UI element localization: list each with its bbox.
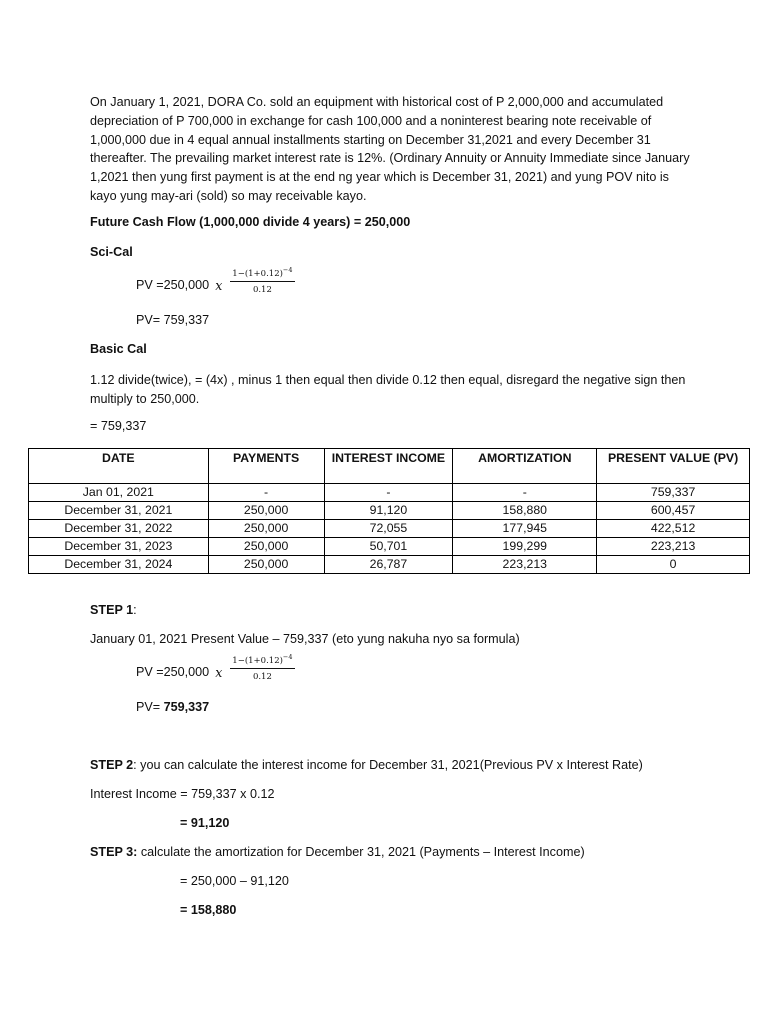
formula-denominator: 0.12 xyxy=(252,284,272,295)
cell-pv: 759,337 xyxy=(597,484,750,502)
formula-times: x xyxy=(215,277,223,293)
cell-payment: 250,000 xyxy=(208,520,324,538)
cell-date: Jan 01, 2021 xyxy=(29,484,209,502)
scical-result: PV= 759,337 xyxy=(136,313,210,327)
cell-pv: 600,457 xyxy=(597,502,750,520)
cell-interest: - xyxy=(324,484,453,502)
intro-paragraph: On January 1, 2021, DORA Co. sold an equipment with historical cost of P 2,000,000 and accumulated depreciation of P 700,000 in exchange for cash 100,000 and a noninterest bearing note receivable of 1,000,000 due in 4 equal annual installments starting on December 31,2021 and every December 31 thereafter. The prevailing market interest rate is 12%. (Ordinary Annuity or Annuity Immediate since January 1,2021 then yung first payment is at the end ng year which is December 31, 2021) and yung POV nito is kayo yung may-ari (sold) so may receivable kayo. xyxy=(90,95,690,203)
table-header-row xyxy=(29,449,750,484)
table-row xyxy=(29,556,750,574)
formula-times: x xyxy=(215,664,223,680)
step2-label: STEP 2 xyxy=(90,758,134,772)
step3-heading xyxy=(90,845,585,859)
cell-amortization: 199,299 xyxy=(453,538,597,556)
formula-numerator: $1-(1+0.12)^{-4}$ xyxy=(230,653,294,669)
cell-payment: 250,000 xyxy=(208,502,324,520)
step1-result-value: 759,337 xyxy=(163,700,210,714)
cell-pv: 223,213 xyxy=(597,538,750,556)
cell-amortization: 158,880 xyxy=(453,502,597,520)
step1-result: PV= 759,337 xyxy=(136,700,210,714)
formula-pv-label: PV =250,000 xyxy=(136,278,210,293)
cell-amortization: 223,213 xyxy=(453,556,597,574)
header-amortization: AMORTIZATION xyxy=(453,449,597,484)
step1-formula xyxy=(136,653,295,686)
formula-denominator: 0.12 xyxy=(252,671,272,682)
table-row xyxy=(29,502,750,520)
step1-heading xyxy=(90,603,137,617)
basiccal-heading: Basic Cal xyxy=(90,342,147,356)
table-row xyxy=(29,484,750,502)
cell-date: December 31, 2021 xyxy=(29,502,209,520)
header-date: DATE xyxy=(29,449,209,484)
scical-formula xyxy=(136,266,295,299)
cell-interest: 91,120 xyxy=(324,502,453,520)
step2-text: : you can calculate the interest income for December 31, 2021(Previous PV x Interest Rate) xyxy=(133,758,643,772)
step2-result-value: 91,120 xyxy=(190,816,230,830)
cell-amortization: - xyxy=(453,484,597,502)
step3-result: = 158,880 xyxy=(180,903,237,917)
header-interest-income: INTEREST INCOME xyxy=(324,449,453,484)
cell-interest: 50,701 xyxy=(324,538,453,556)
cell-date: December 31, 2024 xyxy=(29,556,209,574)
cell-date: December 31, 2022 xyxy=(29,520,209,538)
header-present-value: PRESENT VALUE (PV) xyxy=(597,449,750,484)
formula-numerator: $1-(1+0.12)^{-4}$ xyxy=(230,266,294,282)
step2-equation: Interest Income = 759,337 x 0.12 xyxy=(90,787,275,801)
step1-label: STEP 1 xyxy=(90,603,134,617)
step3-equation: = 250,000 – 91,120 xyxy=(180,874,289,888)
cell-interest: 26,787 xyxy=(324,556,453,574)
future-cash-flow: Future Cash Flow (1,000,000 divide 4 years) = 250,000 xyxy=(90,215,411,229)
step1-text: January 01, 2021 Present Value – 759,337 (eto yung nakuha nyo sa formula) xyxy=(90,632,520,646)
cell-payment: 250,000 xyxy=(208,556,324,574)
cell-payment: - xyxy=(208,484,324,502)
formula-fraction xyxy=(230,266,294,299)
formula-exponent: −4 xyxy=(282,653,293,661)
step3-text: calculate the amortization for December 31, 2021 (Payments – Interest Income) xyxy=(137,845,585,859)
cell-interest: 72,055 xyxy=(324,520,453,538)
step2-heading xyxy=(90,758,643,772)
cell-pv: 422,512 xyxy=(597,520,750,538)
formula-fraction xyxy=(230,653,294,686)
cell-pv: 0 xyxy=(597,556,750,574)
cell-date: December 31, 2023 xyxy=(29,538,209,556)
table-row xyxy=(29,520,750,538)
formula-pv-label: PV =250,000 xyxy=(136,665,210,680)
step1-colon: : xyxy=(133,603,137,617)
scical-heading: Sci-Cal xyxy=(90,245,133,259)
step3-label: STEP 3: xyxy=(90,845,138,859)
header-payments: PAYMENTS xyxy=(208,449,324,484)
cell-payment: 250,000 xyxy=(208,538,324,556)
table-row xyxy=(29,538,750,556)
formula-exponent: −4 xyxy=(282,266,293,274)
basiccal-instructions: 1.12 divide(twice), = (4x) , minus 1 then equal then divide 0.12 then equal, disregard the negative sign then multiply to 250,000. xyxy=(90,373,686,406)
step2-result: = 91,120 xyxy=(180,816,230,830)
cell-amortization: 177,945 xyxy=(453,520,597,538)
basiccal-result: = 759,337 xyxy=(90,419,147,433)
amortization-table xyxy=(28,448,750,574)
